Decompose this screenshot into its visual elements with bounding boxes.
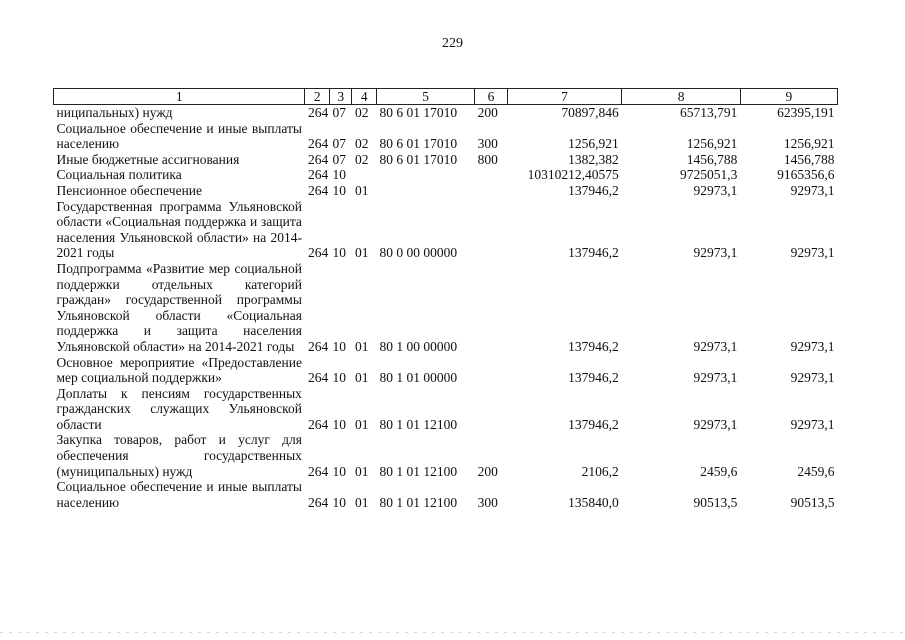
row-amount-col9: 9165356,6	[777, 167, 835, 183]
row-amount-col7: 1256,921	[568, 136, 619, 152]
row-section-code: 10	[332, 245, 346, 261]
row-target-article: 80 6 01 17010	[379, 136, 458, 152]
row-name: Социальное обеспечение и иные выплаты населению	[56, 479, 302, 510]
row-amount-col7: 137946,2	[568, 182, 619, 198]
row-target-article: 80 0 00 00000	[379, 245, 458, 261]
row-ministry-code: 264	[307, 494, 329, 510]
row-target-article	[376, 183, 474, 199]
row-section-code: 10	[332, 370, 346, 386]
table-row	[54, 432, 838, 479]
row-target-article: 80 1 01 12100	[379, 463, 458, 479]
row-amount-col9: 92973,1	[790, 338, 835, 354]
row-amount-col8: 92973,1	[693, 245, 738, 261]
row-amount-col7: 135840,0	[568, 494, 619, 510]
row-target-article: 80 6 01 17010	[379, 151, 458, 167]
row-target-article: 80 1 01 12100	[379, 494, 458, 510]
table-row	[54, 105, 838, 121]
row-subsection-code: 02	[354, 136, 369, 152]
scan-artifact-line	[0, 632, 905, 633]
row-amount-col9: 90513,5	[790, 494, 835, 510]
table-row	[54, 261, 838, 355]
row-expense-type	[475, 167, 508, 183]
row-subsection-code: 01	[354, 463, 369, 479]
header-cell-5: 5	[376, 89, 474, 105]
row-section-code: 07	[332, 151, 346, 167]
row-section-code: 07	[332, 136, 346, 152]
row-expense-type	[475, 355, 508, 386]
row-subsection-code: 02	[354, 151, 369, 167]
row-ministry-code: 264	[307, 182, 329, 198]
budget-table	[53, 88, 838, 510]
row-subsection-code: 01	[354, 370, 369, 386]
row-target-article: 80 1 00 00000	[379, 338, 458, 354]
row-ministry-code: 264	[307, 463, 329, 479]
row-amount-col8: 92973,1	[693, 370, 738, 386]
row-name: Доплаты к пенсиям государственных гражданских служащих Ульяновской области	[56, 385, 302, 432]
row-section-code: 10	[332, 494, 346, 510]
row-expense-type	[475, 199, 508, 261]
row-expense-type: 800	[477, 151, 498, 167]
row-amount-col7: 2106,2	[581, 463, 619, 479]
row-expense-type	[475, 183, 508, 199]
row-subsection-code: 01	[354, 416, 369, 432]
row-amount-col9: 92973,1	[790, 416, 835, 432]
row-name: Иные бюджетные ассигнования	[56, 151, 240, 167]
row-amount-col7: 137946,2	[568, 416, 619, 432]
row-section-code: 10	[332, 182, 346, 198]
row-target-article: 80 1 01 12100	[379, 416, 458, 432]
header-cell-6: 6	[475, 89, 508, 105]
row-ministry-code: 264	[307, 338, 329, 354]
row-amount-col8: 2459,6	[700, 463, 738, 479]
row-amount-col9: 2459,6	[797, 463, 835, 479]
row-name: Социальная политика	[56, 167, 182, 183]
row-amount-col9: 1456,788	[783, 151, 835, 167]
table-row	[54, 183, 838, 199]
row-amount-col8: 9725051,3	[679, 167, 738, 183]
table-row	[54, 199, 838, 261]
table-row	[54, 355, 838, 386]
row-section-code: 10	[332, 167, 346, 183]
row-amount-col7: 1382,382	[568, 151, 619, 167]
table-row	[54, 152, 838, 168]
row-amount-col8: 65713,791	[679, 105, 738, 120]
row-ministry-code: 264	[307, 416, 329, 432]
row-amount-col9: 62395,191	[777, 105, 835, 120]
row-subsection-code: 01	[354, 182, 369, 198]
header-row	[54, 89, 838, 105]
row-ministry-code: 264	[307, 105, 329, 120]
header-cell-1: 1	[54, 89, 305, 105]
row-amount-col8: 92973,1	[693, 416, 738, 432]
row-name: ниципальных) нужд	[56, 105, 173, 120]
table-row	[54, 479, 838, 510]
table-row	[54, 121, 838, 152]
row-expense-type: 200	[477, 463, 498, 479]
row-subsection-code	[352, 167, 377, 183]
row-amount-col7: 137946,2	[568, 370, 619, 386]
row-expense-type: 300	[477, 136, 498, 152]
row-ministry-code: 264	[307, 245, 329, 261]
row-name: Основное мероприятие «Предоставление мер социальной поддержки»	[56, 354, 302, 386]
row-expense-type: 300	[477, 494, 498, 510]
row-name: Государственная программа Ульяновской области «Социальная поддержка и защита населения Ульяновской области» на 2014-2021 годы	[56, 198, 302, 261]
row-amount-col8: 92973,1	[693, 182, 738, 198]
row-amount-col9: 92973,1	[790, 245, 835, 261]
row-target-article: 80 1 01 00000	[379, 370, 458, 386]
row-subsection-code: 01	[354, 494, 369, 510]
row-amount-col9: 92973,1	[790, 182, 835, 198]
row-amount-col8: 1256,921	[686, 136, 738, 152]
row-ministry-code: 264	[307, 151, 329, 167]
row-name: Закупка товаров, работ и услуг для обеспечения государственных (муниципальных) нужд	[56, 432, 302, 479]
row-amount-col7: 137946,2	[568, 245, 619, 261]
row-name: Пенсионное обеспечение	[56, 182, 203, 198]
row-target-article	[376, 167, 474, 183]
row-amount-col9: 1256,921	[783, 136, 835, 152]
table-header	[54, 89, 838, 105]
row-name: Социальное обеспечение и иные выплаты населению	[56, 120, 302, 152]
table-row	[54, 386, 838, 433]
header-cell-2: 2	[305, 89, 330, 105]
header-cell-4: 4	[352, 89, 377, 105]
row-section-code: 07	[332, 105, 346, 120]
row-ministry-code: 264	[307, 370, 329, 386]
row-ministry-code: 264	[307, 167, 329, 183]
row-amount-col8: 92973,1	[693, 338, 738, 354]
row-amount-col9: 92973,1	[790, 370, 835, 386]
row-amount-col8: 1456,788	[686, 151, 738, 167]
budget-table-container	[53, 88, 838, 510]
table-body	[54, 105, 838, 511]
table-row	[54, 167, 838, 183]
row-amount-col7: 137946,2	[568, 338, 619, 354]
row-expense-type	[475, 386, 508, 433]
row-subsection-code: 01	[354, 338, 369, 354]
row-target-article: 80 6 01 17010	[379, 105, 458, 120]
row-ministry-code: 264	[307, 136, 329, 152]
row-amount-col7: 70897,846	[561, 105, 619, 120]
row-subsection-code: 01	[354, 245, 369, 261]
header-cell-9: 9	[740, 89, 837, 105]
header-cell-3: 3	[329, 89, 351, 105]
row-amount-col8: 90513,5	[693, 494, 738, 510]
row-amount-col7: 10310212,40575	[527, 167, 619, 183]
row-section-code: 10	[332, 416, 346, 432]
row-section-code: 10	[332, 338, 346, 354]
row-section-code: 10	[332, 463, 346, 479]
row-expense-type	[475, 261, 508, 355]
row-name: Подпрограмма «Развитие мер социальной поддержки отдельных категорий граждан» государственной программы Ульяновской области «Социальная поддержка и защита населения Ульяновской области» на 2014-2021 годы	[56, 260, 302, 354]
header-cell-7: 7	[507, 89, 621, 105]
row-expense-type: 200	[477, 105, 498, 120]
row-subsection-code: 02	[354, 105, 369, 120]
header-cell-8: 8	[622, 89, 741, 105]
page-number: 229	[442, 36, 463, 51]
